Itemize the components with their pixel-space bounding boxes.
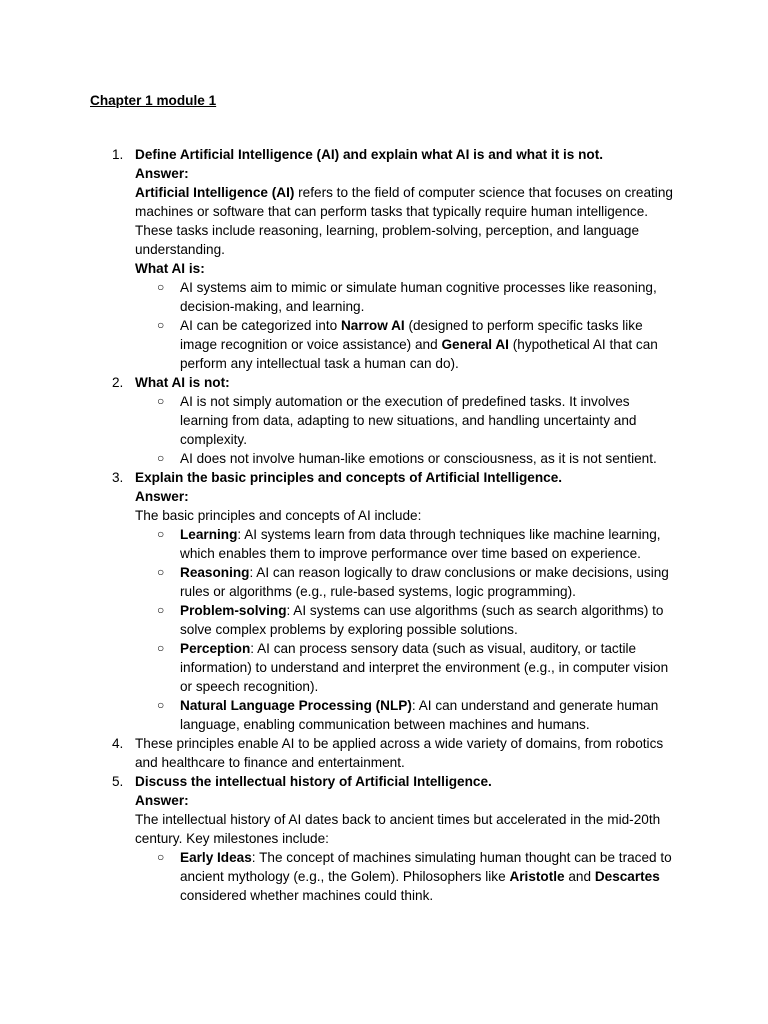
what-ai-is-not-heading: What AI is not:	[135, 375, 230, 390]
bullet-item	[135, 563, 680, 601]
item-number: 4.	[112, 736, 124, 751]
bullet-term: Perception	[180, 641, 251, 656]
intro-text: The basic principles and concepts of AI include:	[135, 508, 422, 523]
item-number: 1.	[112, 147, 124, 162]
list-item-4	[0, 734, 680, 772]
bullet-item	[135, 848, 680, 905]
bullet-term: Learning	[180, 527, 238, 542]
numbered-list	[0, 145, 768, 905]
bullet-text: : The concept of machines simulating human thought can be traced to ancient mythology (e.g., the Golem). Philosophers like	[180, 850, 672, 884]
bullet-text: : AI can reason logically to draw conclusions or make decisions, using rules or algorithms (e.g., rule-based systems, logic programming).	[180, 565, 669, 599]
bullet-text: AI is not simply automation or the execution of predefined tasks. It involves learning from data, adapting to new situations, and handling uncertainty and complexity.	[180, 394, 637, 447]
bullet-text: considered whether machines could think.	[180, 888, 434, 903]
bullet-text: and	[564, 869, 595, 884]
bullet-term: Natural Language Processing (NLP)	[180, 698, 412, 713]
question-3: Explain the basic principles and concepts of Artificial Intelligence.	[135, 470, 563, 485]
definition-text: refers to the field of computer science that focuses on creating machines or software that can perform tasks that typically require human intelligence. These tasks include reasoning, learning, problem-solving, perception, and language understanding.	[135, 185, 673, 257]
bullet-item	[135, 278, 680, 316]
bullet-icon: ○	[157, 451, 165, 465]
bullet-icon: ○	[157, 318, 165, 332]
bullet-term: Problem-solving	[180, 603, 287, 618]
bullet-item	[135, 525, 680, 563]
bullet-term: Reasoning	[180, 565, 250, 580]
ai-definition	[135, 183, 680, 259]
bullet-item	[135, 696, 680, 734]
bullet-term: Descartes	[594, 869, 660, 884]
bullet-icon: ○	[157, 394, 165, 408]
page-title: Chapter 1 module 1	[90, 93, 217, 108]
bullet-icon: ○	[157, 527, 165, 541]
bullet-term: Aristotle	[509, 869, 565, 884]
bullet-term: Narrow AI	[340, 318, 405, 333]
answer-label: Answer:	[135, 793, 189, 808]
bullet-icon: ○	[157, 850, 165, 864]
bullet-text: : AI can process sensory data (such as visual, auditory, or tactile information) to understand and interpret the environment (e.g., in computer vision or speech recognition).	[180, 641, 669, 694]
bullet-icon: ○	[157, 603, 165, 617]
bullet-icon: ○	[157, 641, 165, 655]
bullet-term: General AI	[441, 337, 509, 352]
bullet-text: (designed to perform specific tasks like image recognition or voice assistance) and	[180, 318, 643, 352]
definition-term: Artificial Intelligence (AI)	[135, 185, 295, 200]
bullet-item	[135, 449, 680, 468]
item-text: These principles enable AI to be applied across a wide variety of domains, from robotics and healthcare to finance and entertainment.	[135, 736, 664, 770]
list-item-2	[0, 373, 680, 468]
answer-label: Answer:	[135, 166, 189, 181]
question-5: Discuss the intellectual history of Artificial Intelligence.	[135, 774, 492, 789]
bullet-icon: ○	[157, 565, 165, 579]
bullet-item	[135, 392, 680, 449]
intro-text: The intellectual history of AI dates back to ancient times but accelerated in the mid-20th century. Key milestones include:	[135, 812, 661, 846]
list-item-5	[0, 772, 680, 905]
bullet-text: AI systems aim to mimic or simulate human cognitive processes like reasoning, decision-making, and learning.	[180, 280, 657, 314]
bullet-text: (hypothetical AI that can perform any intellectual task a human can do).	[180, 337, 658, 371]
bullet-icon: ○	[157, 698, 165, 712]
bullet-text: AI does not involve human-like emotions or consciousness, as it is not sentient.	[180, 451, 657, 466]
answer-label: Answer:	[135, 489, 189, 504]
bullet-text: AI can be categorized into	[180, 318, 341, 333]
list-item-3	[0, 468, 680, 734]
item-number: 2.	[112, 375, 124, 390]
list-item-1	[0, 145, 680, 373]
item-number: 3.	[112, 470, 124, 485]
bullet-icon: ○	[157, 280, 165, 294]
bullet-item	[135, 639, 680, 696]
bullet-item	[135, 316, 680, 373]
question-1: Define Artificial Intelligence (AI) and explain what AI is and what it is not.	[135, 147, 604, 162]
bullet-text: : AI can understand and generate human language, enabling communication between machines and humans.	[180, 698, 659, 732]
what-ai-is-heading: What AI is:	[135, 261, 205, 276]
bullet-text: : AI systems can use algorithms (such as search algorithms) to solve complex problems by exploring possible solutions.	[180, 603, 664, 637]
bullet-text: : AI systems learn from data through techniques like machine learning, which enables them to improve performance over time based on experience.	[180, 527, 661, 561]
bullet-item	[135, 601, 680, 639]
bullet-term: Early Ideas	[180, 850, 252, 865]
item-number: 5.	[112, 774, 124, 789]
